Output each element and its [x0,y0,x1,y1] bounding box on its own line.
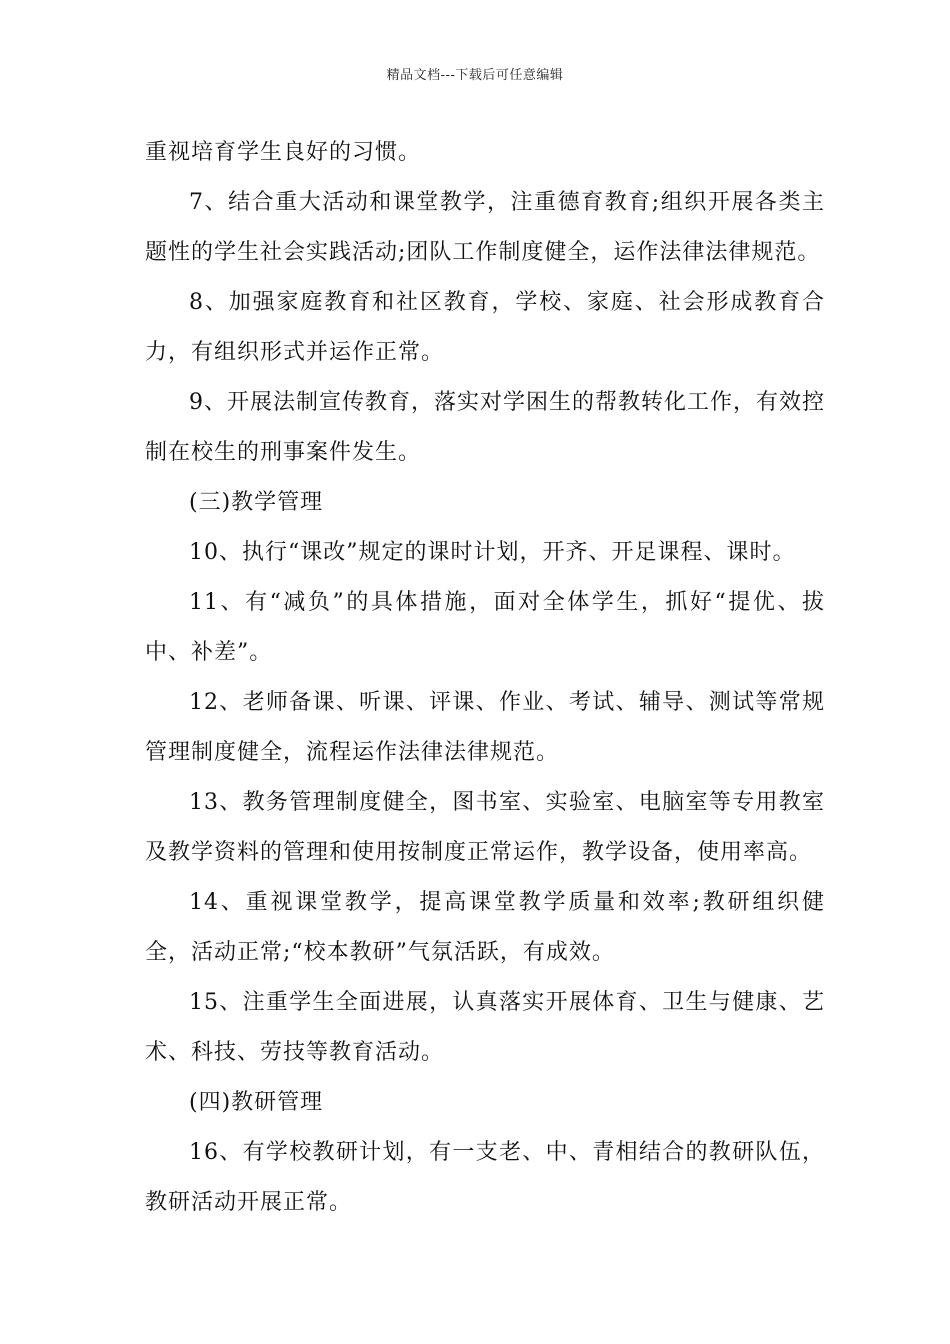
paragraph-item-14: 14、重视课堂教学，提高课堂教学质量和效率;教研组织健全，活动正常;“校本教研”气氛活跃，有成效。 [145,890,825,965]
paragraph-continuation: 重视培育学生良好的习惯。 [145,140,422,165]
paragraph-item-13: 13、教务管理制度健全，图书室、实验室、电脑室等专用教室及教学资料的管理和使用按制度正常运作，教学设备，使用率高。 [145,790,825,865]
paragraph-item-7: 7、结合重大活动和课堂教学，注重德育教育;组织开展各类主题性的学生社会实践活动;团队工作制度健全，运作法律法律规范。 [145,190,825,265]
paragraph-item-16: 16、有学校教研计划，有一支老、中、青相结合的教研队伍，教研活动开展正常。 [145,1140,825,1215]
paragraph-item-15: 15、注重学生全面进展，认真落实开展体育、卫生与健康、艺术、科技、劳技等教育活动。 [145,990,825,1065]
paragraph-item-9: 9、开展法制宣传教育，落实对学困生的帮教转化工作，有效控制在校生的刑事案件发生。 [145,390,825,465]
section-heading-research-management: (四)教研管理 [189,1090,324,1115]
paragraph-item-12: 12、老师备课、听课、评课、作业、考试、辅导、测试等常规管理制度健全，流程运作法律法律规范。 [145,690,825,765]
page-header: 精品文档---下载后可任意编辑 [386,68,564,83]
document-body [145,128,825,1228]
paragraph-item-10: 10、执行“课改”规定的课时计划，开齐、开足课程、课时。 [189,540,796,565]
paragraph-item-8: 8、加强家庭教育和社区教育，学校、家庭、社会形成教育合力，有组织形式并运作正常。 [145,290,825,365]
section-heading-teaching-management: (三)教学管理 [189,490,324,515]
paragraph-item-11: 11、有“减负”的具体措施，面对全体学生，抓好“提优、拔中、补差”。 [145,590,825,665]
